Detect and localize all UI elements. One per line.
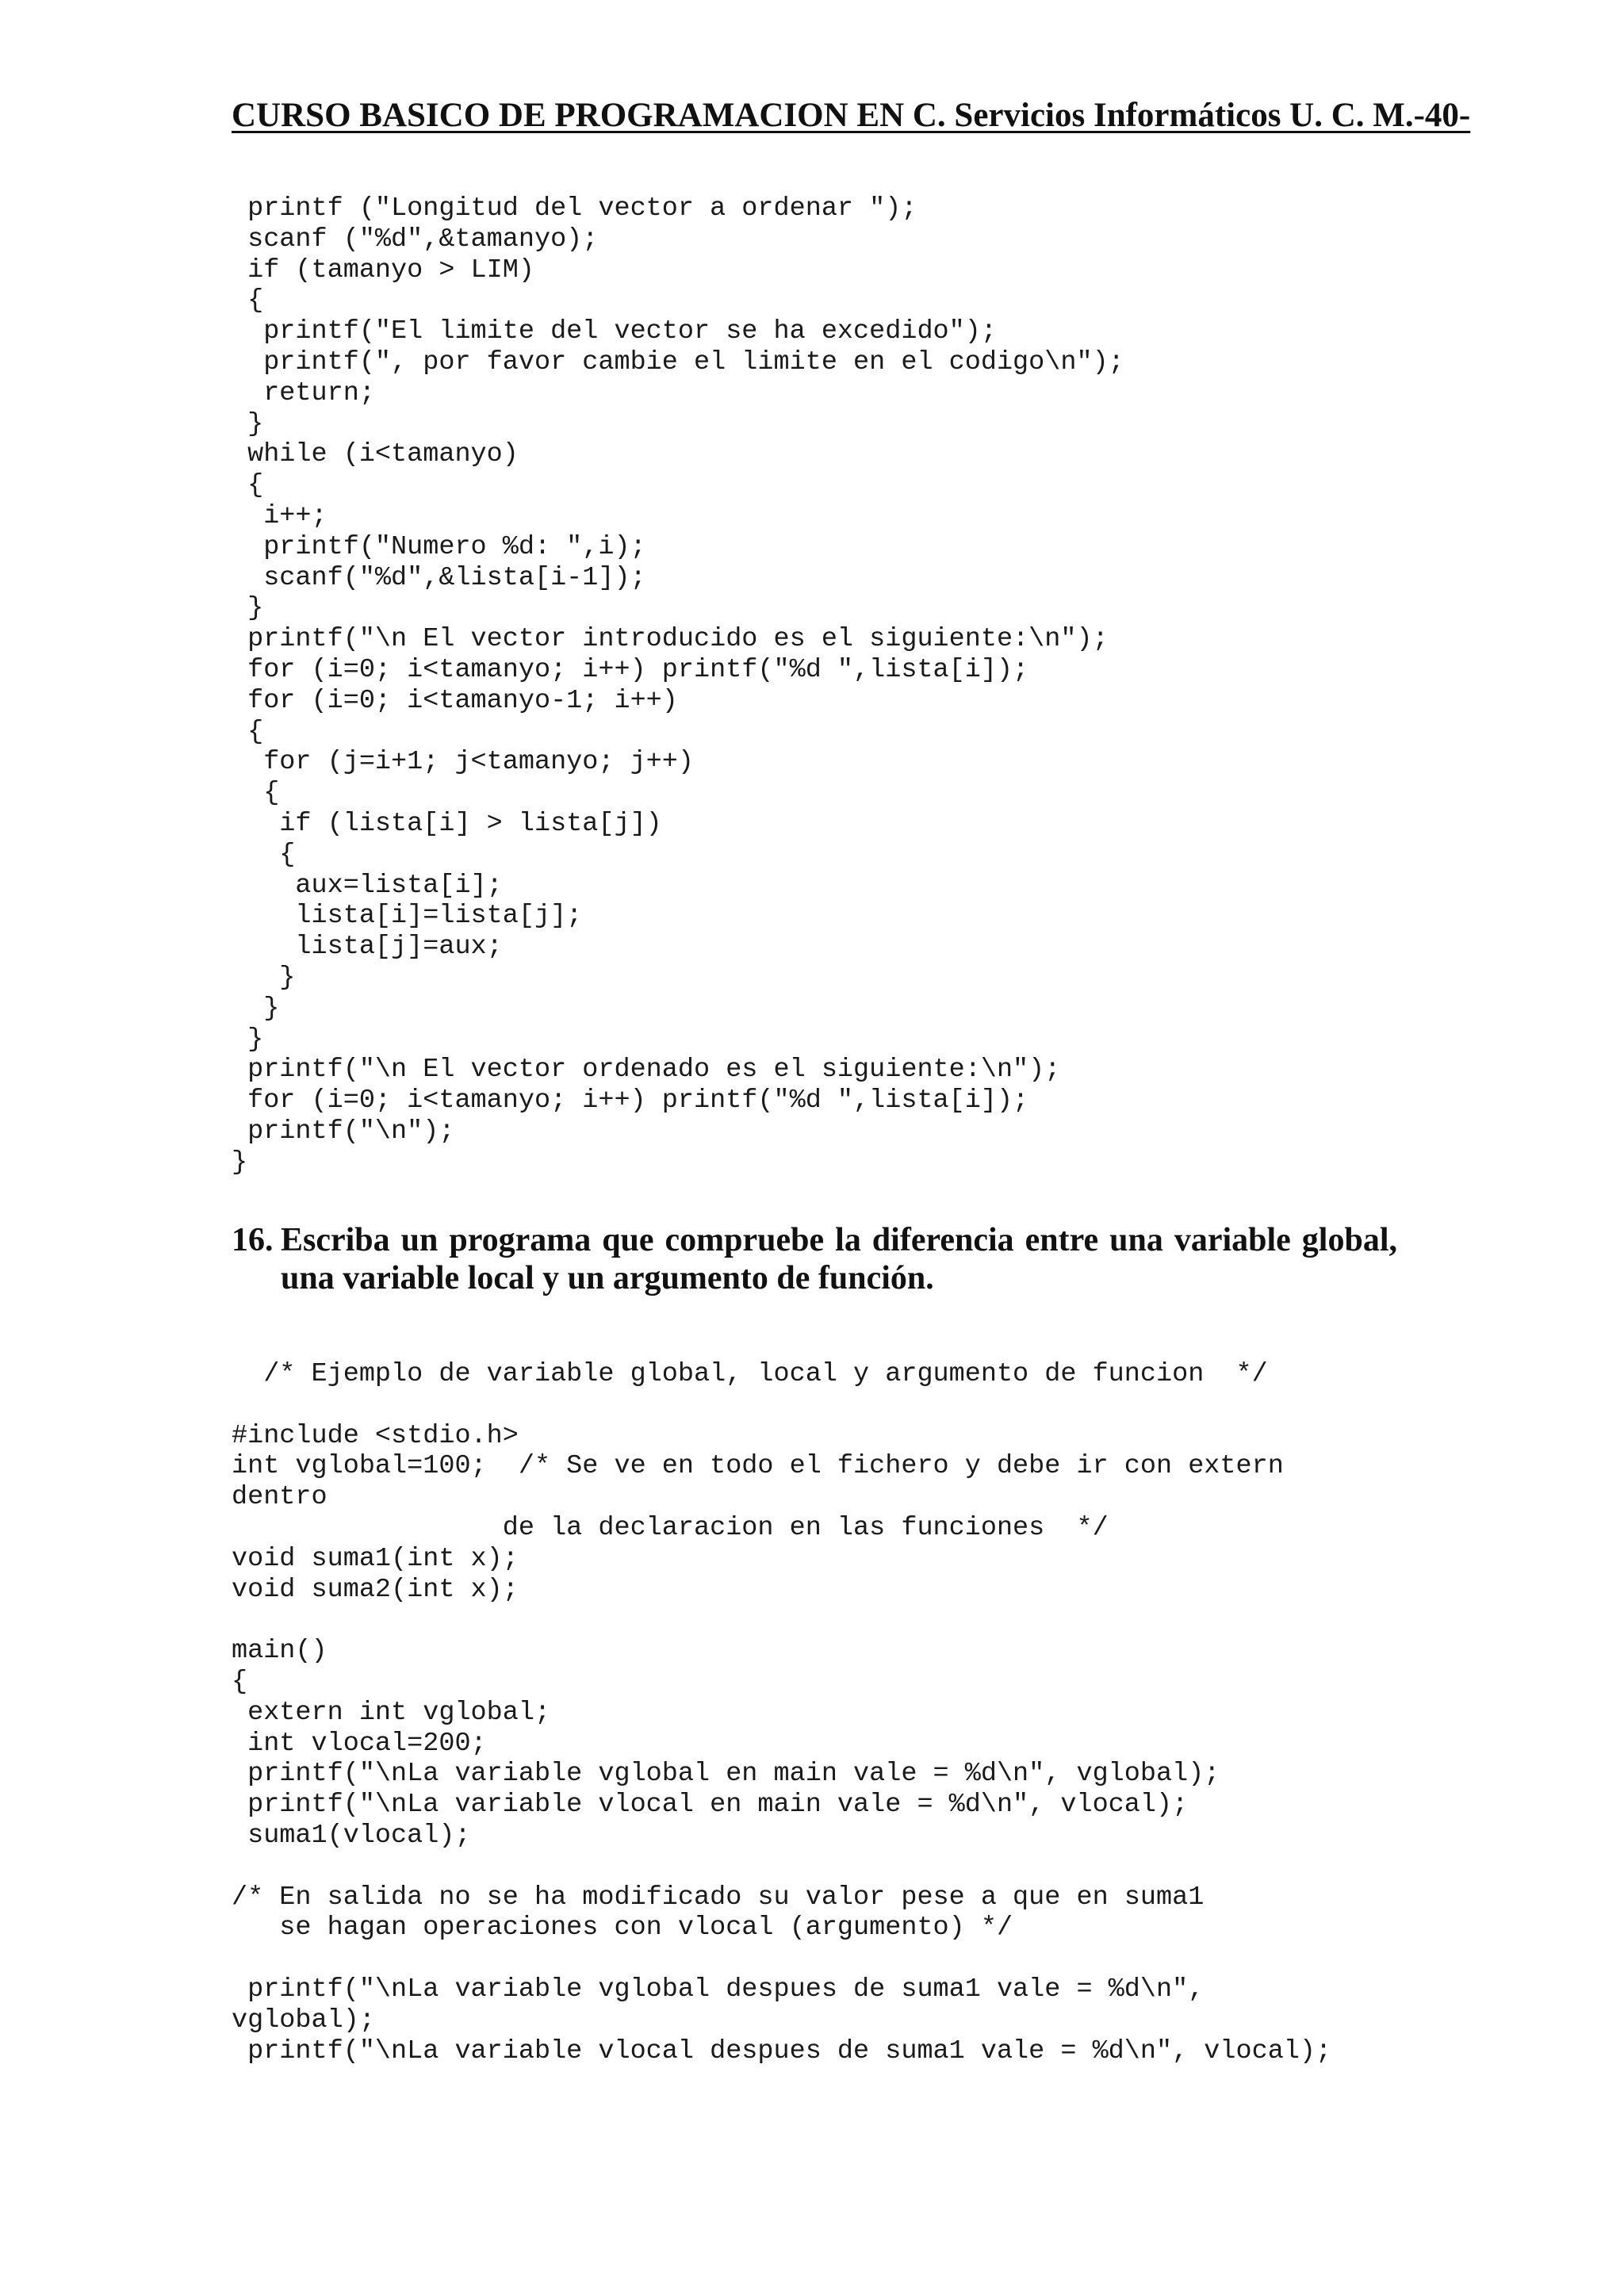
code-block-variables: /* Ejemplo de variable global, local y argumento de funcion */ #include <stdio.h> int vglobal=100; /* Se ve en todo el fichero y debe ir con extern dentro de la declaracion en las funciones */ void suma1(int x); void suma2(int x); main() { extern int vglobal; int vlocal=200; printf("\nLa variable vglobal en main vale = %d\n", vglobal); printf("\nLa variable vlocal en main vale = %d\n", vlocal); suma1(vlocal); /* En salida no se ha modificado su valor pese a que en suma1 se hagan operaciones con vlocal (argumento) */ printf("\nLa variable vglobal despues de suma1 vale = %d\n", vglobal); printf("\nLa variable vlocal despues de suma1 vale = %d\n", vlocal); [232,1359,1332,2066]
page-header: CURSO BASICO DE PROGRAMACION EN C. Servicios Informáticos U. C. M.-40- [232,97,1471,134]
code-block-sort: printf ("Longitud del vector a ordenar "); scanf ("%d",&tamanyo); if (tamanyo > LIM) { printf("El limite del vector se ha excedido"); printf(", por favor cambie el limite en el codigo\n"); return; } while (i<tamanyo) { i++; printf("Numero %d: ",i); scanf("%d",&lista[i-1]); } printf("\n El vector introducido es el siguiente:\n"); for (i=0; i<tamanyo; i++) printf("%d ",lista[i]); for (i=0; i<tamanyo-1; i++) { for (j=i+1; j<tamanyo; j++) { if (lista[i] > lista[j]) { aux=lista[i]; lista[i]=lista[j]; lista[j]=aux; } } } printf("\n El vector ordenado es el siguiente:\n"); for (i=0; i<tamanyo; i++) printf("%d ",lista[i]); printf("\n"); } [232,193,1124,1178]
exercise-text: Escriba un programa que compruebe la diferencia entre una variable global, una variable local y un argumento de función. [281,1222,1397,1296]
exercise-number: 16. [232,1222,274,1258]
exercise-16 [232,1221,1397,1297]
